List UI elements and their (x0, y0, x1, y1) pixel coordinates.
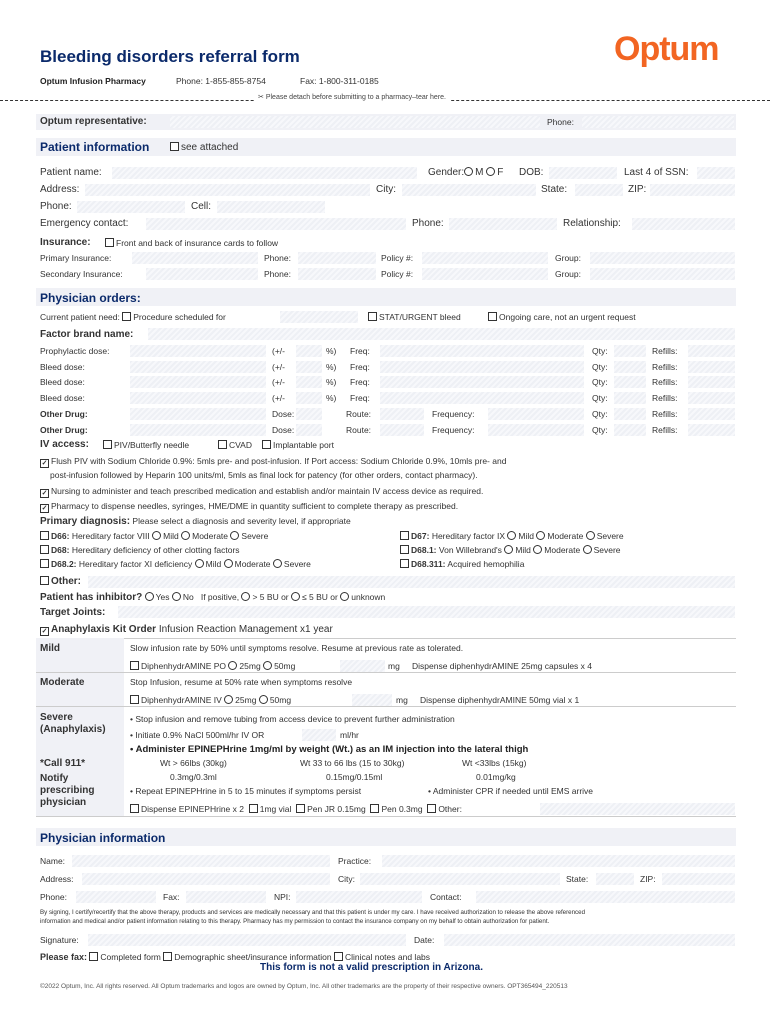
phys-practice-label: Practice: (338, 856, 372, 866)
date-label: Date: (414, 935, 435, 945)
dose-row-b-field[interactable] (380, 361, 584, 373)
dose-row-qty-label: Qty: (592, 362, 608, 372)
dose-row-a-field[interactable] (296, 424, 322, 436)
d681-mild-radio[interactable] (504, 545, 513, 554)
signature-field[interactable] (88, 934, 406, 946)
epi-other-checkbox[interactable] (427, 804, 436, 813)
reaction-divider-mild (36, 672, 736, 673)
d66-moderate-radio[interactable] (181, 531, 190, 540)
signature-label: Signature: (40, 935, 79, 945)
phys-fax-label: Fax: (163, 892, 180, 902)
dob-field[interactable] (549, 167, 617, 179)
rep-label: Optum representative: (40, 116, 147, 127)
dose-1: 0.3mg/0.3ml (170, 772, 217, 782)
mild-50-radio[interactable] (263, 661, 272, 670)
epi-pen-checkbox[interactable] (370, 804, 379, 813)
orders-bar (36, 288, 736, 306)
dose-row-c-label: Freq: (350, 393, 370, 403)
scissors-icon: ✂ (258, 94, 264, 101)
iv-piv[interactable]: PIV/Butterfly needle (103, 440, 189, 450)
dose-row-value-field[interactable] (130, 376, 266, 388)
dose-row-qty-label: Qty: (592, 346, 608, 356)
please-fax: Please fax: Completed form Demographic sheet/insurance information Clinical notes and labs (40, 952, 431, 962)
diagnosis-header: Primary diagnosis: Please select a diagnosis and severity level, if appropriate (40, 516, 351, 527)
phys-city-field[interactable] (360, 873, 560, 885)
dose-row-qty-field[interactable] (614, 392, 646, 404)
d681-moderate-radio[interactable] (533, 545, 542, 554)
d681-checkbox[interactable] (400, 545, 409, 554)
dose-row-c-label: Frequency: (432, 409, 475, 419)
phys-contact-label: Contact: (430, 892, 462, 902)
d682-mild-radio[interactable] (195, 559, 204, 568)
phys-name-field[interactable] (72, 855, 330, 867)
dose-row-label: Other Drug: (40, 425, 88, 435)
dx-other[interactable]: Other: (40, 576, 81, 587)
iv-cvad[interactable]: CVAD (218, 440, 252, 450)
d682-severe-radio[interactable] (273, 559, 282, 568)
d67-checkbox[interactable] (400, 531, 409, 540)
severe-step5: • Administer CPR if needed until EMS arrive (428, 786, 594, 796)
secondary-policy-field[interactable] (422, 268, 548, 280)
nacl-unit: ml/hr (340, 730, 359, 740)
dose-row-refills-field[interactable] (688, 376, 735, 388)
dose-row-b-label: %) (326, 393, 337, 403)
patient-name-field[interactable] (112, 167, 417, 179)
see-attached-checkbox[interactable] (170, 142, 179, 151)
nursing-checkbox[interactable]: ✓ (41, 490, 48, 497)
d682-moderate-radio[interactable] (224, 559, 233, 568)
pharmacy-name: Optum Infusion Pharmacy (40, 76, 146, 86)
flush-order[interactable]: ✓ Flush PIV with Sodium Chloride 0.9%: 5mls pre- and post-infusion. If Port access: Sodium Chloride 0.9%, 10mls pre- and (41, 456, 507, 467)
severe-label: Severe (Anaphylaxis) (40, 712, 106, 735)
mod-iv-checkbox[interactable] (130, 695, 139, 704)
dose-row-a-label: Dose: (272, 409, 295, 419)
mild-instruction: Slow infusion rate by 50% until symptoms resolve. Resume at previous rate as tolerated. (130, 643, 464, 653)
primary-phone-label: Phone: (264, 253, 291, 263)
dx-d68[interactable]: D68: Hereditary deficiency of other clotting factors (40, 545, 240, 555)
cell-field[interactable] (217, 201, 325, 213)
dx-d67[interactable]: D67: Hereditary factor IX Mild Moderate Severe (400, 531, 624, 541)
d66-severe-radio[interactable] (230, 531, 239, 540)
inhibitor-le5-radio[interactable] (291, 592, 300, 601)
dx-d66[interactable]: D66: Hereditary factor VIII Mild Moderate Severe (40, 531, 268, 541)
inhibitor-gt5-radio[interactable] (241, 592, 250, 601)
ongoing-checkbox[interactable] (488, 312, 497, 321)
d67-severe-radio[interactable] (586, 531, 595, 540)
ssn-label: Last 4 of SSN: (624, 167, 689, 178)
dose-row-a-field[interactable] (296, 392, 322, 404)
date-field[interactable] (444, 934, 735, 946)
factor-brand-field[interactable] (148, 328, 735, 340)
ssn-field[interactable] (697, 167, 735, 179)
dx-d682[interactable]: D68.2: Hereditary factor XI deficiency Mild Moderate Severe (40, 559, 311, 569)
weight-2: Wt 33 to 66 lbs (15 to 30kg) (300, 758, 405, 768)
dose-row-a-field[interactable] (296, 361, 322, 373)
dose-row-a-label: (+/- (272, 377, 285, 387)
weight-3: Wt <33lbs (15kg) (462, 758, 527, 768)
procedure-checkbox[interactable] (122, 312, 131, 321)
primary-policy-field[interactable] (422, 252, 548, 264)
detach-note: ✂ Please detach before submitting to a pharmacy–tear here. (254, 93, 450, 101)
relationship-label: Relationship: (563, 218, 621, 229)
state-label: State: (541, 184, 568, 195)
procedure-date-field[interactable] (280, 311, 358, 323)
d67-mild-radio[interactable] (507, 531, 516, 540)
dose-row-b-field[interactable] (380, 345, 584, 357)
dose-row-label: Bleed dose: (40, 393, 85, 403)
phys-zip-label: ZIP: (640, 874, 656, 884)
phys-state-label: State: (566, 874, 589, 884)
dose-row-a-label: (+/- (272, 393, 285, 403)
dose-row-refills-label: Refills: (652, 409, 678, 419)
severe-step4: • Repeat EPINEPHrine in 5 to 15 minutes if symptoms persist (130, 786, 362, 796)
pharmacy-order[interactable]: ✓ Pharmacy to dispense needles, syringes, HME/DME in quantity sufficient to complete therapy as prescribed. (41, 501, 459, 512)
dose-row-refills-label: Refills: (652, 425, 678, 435)
phys-address-field[interactable] (82, 873, 330, 885)
dose-row-qty-label: Qty: (592, 377, 608, 387)
ongoing-option[interactable]: Ongoing care, not an urgent request (488, 312, 636, 322)
dose-row-value-field[interactable] (130, 408, 266, 420)
dose-row-a-field[interactable] (296, 345, 322, 357)
dx-d68311[interactable]: D68.311: Acquired hemophilia (400, 559, 524, 569)
phys-contact-field[interactable] (476, 891, 735, 903)
orders-title: Physician orders: (40, 291, 141, 305)
pharmacy-checkbox[interactable]: ✓ (41, 505, 48, 512)
dose-row-c-label: Freq: (350, 362, 370, 372)
cell-label: Cell: (191, 201, 212, 212)
dose-row-c-label: Frequency: (432, 425, 475, 435)
gender-f-radio[interactable] (486, 167, 495, 176)
state-field[interactable] (575, 184, 623, 196)
mod-50-radio[interactable] (259, 695, 268, 704)
inhibitor-no-radio[interactable] (172, 592, 181, 601)
severe-step2: • Initiate 0.9% NaCl 500ml/hr IV OR (130, 730, 265, 740)
dose-row-label: Bleed dose: (40, 377, 85, 387)
severe-step3: • Administer EPINEPHrine 1mg/ml by weight (Wt.) as an IM injection into the lateral thigh (130, 744, 529, 755)
patient-name-label: Patient name: (40, 167, 102, 178)
dose-row-qty-label: Qty: (592, 393, 608, 403)
call-911: *Call 911* (40, 758, 86, 769)
dose-row-value-field[interactable] (130, 361, 266, 373)
city-field[interactable] (402, 184, 536, 196)
nursing-order[interactable]: ✓ Nursing to administer and teach prescribed medication and establish and/or maintain IV access device as required. (41, 486, 484, 497)
primary-group-label: Group: (555, 253, 581, 263)
phys-address-label: Address: (40, 874, 74, 884)
mod-25-radio[interactable] (224, 695, 233, 704)
dose-row-refills-field[interactable] (688, 345, 735, 357)
stat-option[interactable]: STAT/URGENT bleed (368, 312, 461, 322)
zip-field[interactable] (650, 184, 735, 196)
mod-mg-field[interactable] (352, 694, 392, 706)
dose-row-qty-label: Qty: (592, 425, 608, 435)
emergency-field[interactable] (146, 218, 406, 230)
weight-1: Wt > 66lbs (30kg) (160, 758, 227, 768)
dose-row-qty-label: Qty: (592, 409, 608, 419)
ins-cards-checkbox[interactable] (105, 238, 114, 247)
dose-row-a-label: Dose: (272, 425, 295, 435)
dose-row-qty-field[interactable] (614, 424, 646, 436)
epi-x2-checkbox[interactable] (130, 804, 139, 813)
other-dx-field[interactable] (88, 576, 735, 588)
anaphylaxis-checkbox[interactable]: ✓ (41, 628, 48, 635)
d66-checkbox[interactable] (40, 531, 49, 540)
page-title: Bleeding disorders referral form (40, 47, 300, 66)
dose-row-refills-field[interactable] (688, 408, 735, 420)
dose-row-c-field[interactable] (488, 408, 584, 420)
dose-row-a-field[interactable] (296, 408, 322, 420)
phone-field[interactable] (77, 201, 185, 213)
secondary-policy-label: Policy #: (381, 269, 414, 279)
rep-phone-field[interactable] (582, 116, 734, 128)
moderate-iv: DiphenhydrAMINE IV 25mg 50mg (130, 695, 291, 705)
see-attached[interactable]: see attached (170, 142, 238, 153)
physician-title: Physician information (40, 831, 166, 845)
dose-row-b-field[interactable] (380, 376, 584, 388)
dose-row-b-field[interactable] (380, 392, 584, 404)
dose-row-label: Bleed dose: (40, 362, 85, 372)
dose-row-refills-field[interactable] (688, 424, 735, 436)
mod-dispense: Dispense diphenhydrAMINE 50mg vial x 1 (420, 695, 580, 705)
phys-state-field[interactable] (596, 873, 634, 885)
d682-checkbox[interactable] (40, 559, 49, 568)
mod-mg-label: mg (396, 695, 408, 705)
dose-row-qty-field[interactable] (614, 345, 646, 357)
factor-brand-label: Factor brand name: (40, 329, 134, 340)
dose-row-a-field[interactable] (296, 376, 322, 388)
dose-row-b-field[interactable] (380, 424, 424, 436)
dose-row-b-label: Route: (346, 425, 372, 435)
iv-port[interactable]: Implantable port (262, 440, 334, 450)
phys-phone-field[interactable] (76, 891, 156, 903)
emergency-phone-field[interactable] (449, 218, 557, 230)
current-need: Current patient need: Procedure scheduled for (40, 312, 226, 322)
dose-row-c-field[interactable] (488, 424, 584, 436)
dose-row-c-label: Freq: (350, 346, 370, 356)
rep-name-field[interactable] (170, 116, 540, 128)
dose-row-refills-field[interactable] (688, 392, 735, 404)
mild-mg-field[interactable] (340, 660, 385, 672)
secondary-group-field[interactable] (590, 268, 735, 280)
reaction-divider-moderate (36, 706, 736, 707)
primary-ins-field[interactable] (132, 252, 258, 264)
fax-clinical-checkbox[interactable] (334, 952, 343, 961)
moderate-instruction: Stop Infusion, resume at 50% rate when symptoms resolve (130, 677, 353, 687)
dose-row-b-field[interactable] (380, 408, 424, 420)
secondary-phone-field[interactable] (298, 268, 376, 280)
epi-vial-checkbox[interactable] (249, 804, 258, 813)
inhibitor-yes-radio[interactable] (145, 592, 154, 601)
optum-logo: Optum (614, 30, 719, 68)
piv-checkbox[interactable] (103, 440, 112, 449)
dose-3: 0.01mg/kg (476, 772, 516, 782)
primary-policy-label: Policy #: (381, 253, 414, 263)
pharmacy-fax: Fax: 1-800-311-0185 (300, 76, 379, 86)
dose-row-refills-label: Refills: (652, 362, 678, 372)
dose-row-qty-field[interactable] (614, 376, 646, 388)
iv-access-label: IV access: (40, 439, 89, 450)
patient-section-title: Patient information (40, 140, 150, 154)
epi-options: Dispense EPINEPHrine x 2 1mg vial Pen JR 0.15mg Pen 0.3mg Other: (130, 804, 462, 814)
phys-fax-field[interactable] (186, 891, 266, 903)
dose-row-a-label: (+/- (272, 346, 285, 356)
target-joints-label: Target Joints: (40, 607, 106, 618)
secondary-ins-field[interactable] (146, 268, 258, 280)
dose-row-b-label: %) (326, 362, 337, 372)
dose-row-qty-field[interactable] (614, 408, 646, 420)
address-field[interactable] (85, 184, 370, 196)
mild-25-radio[interactable] (228, 661, 237, 670)
phys-npi-label: NPI: (274, 892, 291, 902)
phys-zip-field[interactable] (662, 873, 735, 885)
severe-step1: • Stop infusion and remove tubing from access device to prevent further administration (130, 714, 455, 724)
port-checkbox[interactable] (262, 440, 271, 449)
primary-group-field[interactable] (590, 252, 735, 264)
primary-ins-label: Primary Insurance: (40, 253, 112, 263)
footer-copyright: ©2022 Optum, Inc. All rights reserved. All Optum trademarks and logos are owned by Optum, Inc. All other trademarks are the property of their respective owners. OPT365494_220513 (40, 983, 568, 990)
reaction-divider-bottom (36, 816, 736, 817)
zip-label: ZIP: (628, 184, 647, 195)
nacl-rate-field[interactable] (302, 729, 336, 741)
flush-checkbox[interactable]: ✓ (41, 460, 48, 467)
dose-2: 0.15mg/0.15ml (326, 772, 383, 782)
notify-physician: Notify prescribing physician (40, 773, 95, 808)
dose-row-b-label: Route: (346, 409, 372, 419)
d68-checkbox[interactable] (40, 545, 49, 554)
legal-text: By signing, I certify/recertify that the above therapy, products and services are medically necessary and that this patient is under my care. I have received authorization to release the above referenced information and medical and/or patient information relating to this therapy. Pharmacy has my permission to contact the insurance company on my behalf to obtain authorization for patient. (40, 909, 586, 925)
mild-mg-label: mg (388, 661, 400, 671)
dose-row-value-field[interactable] (130, 345, 266, 357)
dose-row-value-field[interactable] (130, 392, 266, 404)
dose-row-label: Prophylactic dose: (40, 346, 110, 356)
arizona-notice: This form is not a valid prescription in Arizona. (260, 962, 483, 973)
dose-row-qty-field[interactable] (614, 361, 646, 373)
dose-row-b-label: %) (326, 346, 337, 356)
flush-order-line2: post-infusion followed by Heparin 100 units/ml, 5mls as final lock for patency (for other orders, contact pharmacy). (50, 470, 478, 480)
anaphylaxis-order[interactable]: ✓ Anaphylaxis Kit Order Infusion Reaction Management x1 year (41, 624, 333, 635)
target-joints-field[interactable] (118, 606, 735, 618)
other-dx-checkbox[interactable] (40, 576, 49, 585)
mild-po: DiphenhydrAMINE PO 25mg 50mg (130, 661, 295, 671)
emergency-phone-label: Phone: (412, 218, 444, 229)
fax-completed-checkbox[interactable] (89, 952, 98, 961)
rep-phone-label: Phone: (547, 117, 574, 127)
dose-row-value-field[interactable] (130, 424, 266, 436)
dose-row-c-label: Freq: (350, 377, 370, 387)
d67-moderate-radio[interactable] (536, 531, 545, 540)
pharmacy-phone: Phone: 1-855-855-8754 (176, 76, 266, 86)
dob-label: DOB: (519, 167, 544, 178)
dose-row-a-label: (+/- (272, 362, 285, 372)
ins-cards[interactable]: Front and back of insurance cards to follow (105, 238, 278, 248)
moderate-label: Moderate (40, 677, 85, 688)
gender-m-radio[interactable] (464, 167, 473, 176)
dose-row-refills-label: Refills: (652, 377, 678, 387)
dose-row-refills-label: Refills: (652, 346, 678, 356)
primary-phone-field[interactable] (298, 252, 376, 264)
inhibitor: Patient has inhibitor? Yes No If positive, > 5 BU or ≤ 5 BU or unknown (40, 592, 386, 603)
insurance-label: Insurance: (40, 237, 91, 248)
secondary-phone-label: Phone: (264, 269, 291, 279)
phys-practice-field[interactable] (382, 855, 735, 867)
city-label: City: (376, 184, 396, 195)
dose-row-label: Other Drug: (40, 409, 88, 419)
secondary-ins-label: Secondary Insurance: (40, 269, 123, 279)
d68311-checkbox[interactable] (400, 559, 409, 568)
cvad-checkbox[interactable] (218, 440, 227, 449)
epi-penjr-checkbox[interactable] (296, 804, 305, 813)
phone-label: Phone: (40, 201, 72, 212)
stat-checkbox[interactable] (368, 312, 377, 321)
emergency-label: Emergency contact: (40, 218, 129, 229)
d681-severe-radio[interactable] (583, 545, 592, 554)
dose-row-b-label: %) (326, 377, 337, 387)
phys-npi-field[interactable] (296, 891, 422, 903)
dose-row-refills-field[interactable] (688, 361, 735, 373)
d66-mild-radio[interactable] (152, 531, 161, 540)
phys-phone-label: Phone: (40, 892, 67, 902)
phys-name-label: Name: (40, 856, 66, 866)
mild-label: Mild (40, 643, 60, 654)
secondary-group-label: Group: (555, 269, 581, 279)
address-label: Address: (40, 184, 80, 195)
fax-demographic-checkbox[interactable] (163, 952, 172, 961)
dx-d681[interactable]: D68.1: Von Willebrand's Mild Moderate Severe (400, 545, 621, 555)
relationship-field[interactable] (632, 218, 735, 230)
dose-row-refills-label: Refills: (652, 393, 678, 403)
inhibitor-unknown-radio[interactable] (340, 592, 349, 601)
mild-po-checkbox[interactable] (130, 661, 139, 670)
epi-other-field[interactable] (540, 803, 735, 815)
mild-dispense: Dispense diphenhydrAMINE 25mg capsules x 4 (412, 661, 593, 671)
gender: Gender: M F (428, 167, 504, 178)
reaction-divider-top (36, 638, 736, 639)
phys-city-label: City: (338, 874, 355, 884)
